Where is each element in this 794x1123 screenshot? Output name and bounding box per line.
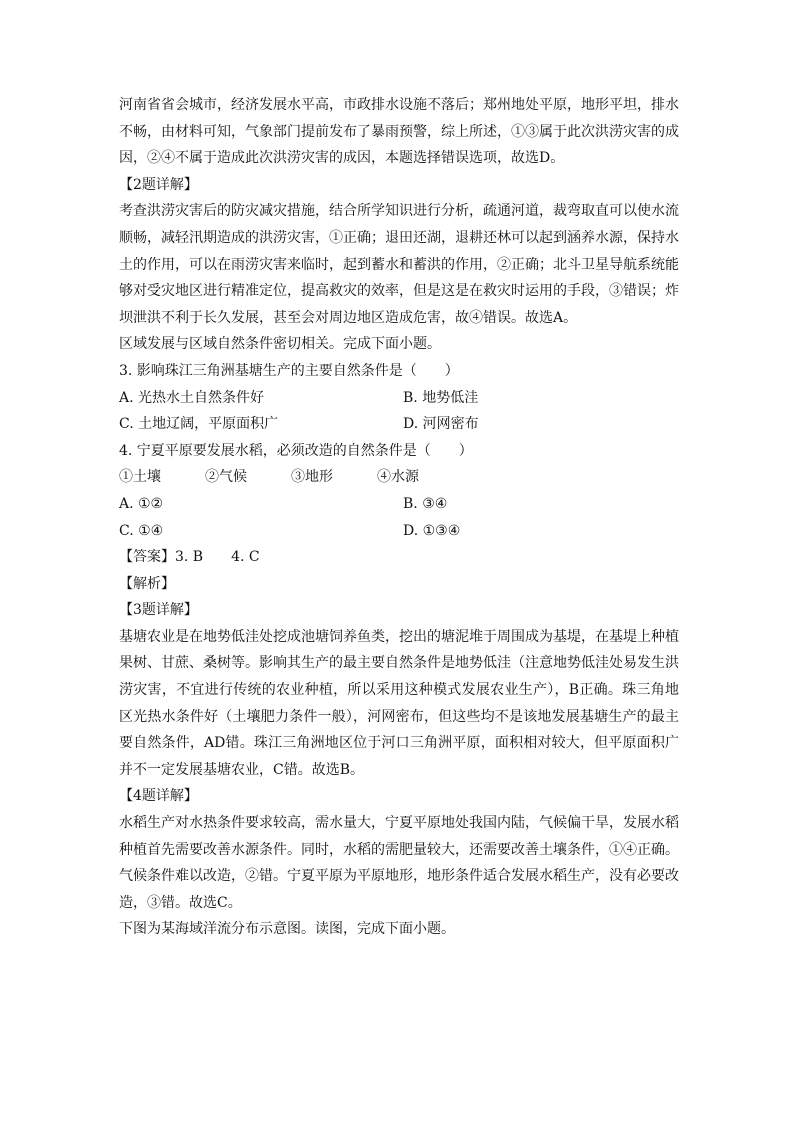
q4-options-row2 [119,518,679,545]
q4-heading: 【4题详解】 [119,788,198,805]
q12-analysis-tail: 河南省省会城市，经济发展水平高，市政排水设施不落后；郑州地处平原，地形平坦，排水不畅，由材料可知，气象部门提前发布了暴雨预警，综上所述，①③属于此次洪涝灾害的成因，②④不属于造成此次洪涝灾害的成因，本题选择错误选项，故选D。 [119,97,679,167]
q3-analysis: 基塘农业是在地势低洼处挖成池塘饲养鱼类，挖出的塘泥堆于周围成为基堤，在基堤上种植果树、甘蔗、桑树等。影响其生产的最主要自然条件是地势低洼（注意地势低洼处易发生洪涝灾害，不宜进行传统的农业种植，所以采用这种模式发展农业生产），B正确。珠三角地区光热水条件好（土壤肥力条件一般），河网密布，但这些均不是该地发展基塘生产的最主要自然条件，AD错。珠江三角洲地区位于河口三角洲平原，面积相对较大，但平原面积广并不一定发展基塘农业，C错。故选B。 [119,628,679,778]
q4-option-b: B. ③④ [403,495,448,512]
q4-items [119,464,679,491]
q4-option-a: A. ①② [119,495,164,512]
analysis-heading: 【解析】 [119,575,175,592]
q4-option-c: C. ①④ [119,522,164,539]
q3-option-c: C. 土地辽阔，平原面积广 [119,416,279,433]
q4-analysis: 水稻生产对水热条件要求较高，需水量大，宁夏平原地处我国内陆，气候偏干旱，发展水稻种植首先需要改善水源条件。同时，水稻的需肥量较大，还需要改善土壤条件，①④正确。气候条件难以改造，②错。宁夏平原为平原地形，地形条件适合发展水稻生产，没有必要改造，③错。故选C。 [119,815,679,911]
q4-stem: 4. 宁夏平原要发展水稻，必须改造的自然条件是（ ） [119,442,473,459]
q3-options-row1 [119,385,679,412]
q3-option-a: A. 光热水土自然条件好 [119,389,265,406]
q2-analysis: 考查洪涝灾害后的防灾减灾措施，结合所学知识进行分析，疏通河道，裁弯取直可以使水流顺畅，减轻汛期造成的洪涝灾害，①正确；退田还湖，退耕还林可以起到涵养水源，保持水土的作用，可以在雨涝灾害来临时，起到蓄水和蓄洪的作用，②正确；北斗卫星导航系统能够对受灾地区进行精准定位，提高救灾的效率，但是这是在救灾时运用的手段，③错误；炸坝泄洪不利于长久发展，甚至会对周边地区造成危害，故④错误。故选A。 [119,203,679,326]
q4-item: ②气候 [205,469,247,486]
q3-option-b: B. 地势低洼 [403,389,479,406]
q3-stem: 3. 影响珠江三角洲基塘生产的主要自然条件是（ ） [119,362,459,379]
q4-option-d: D. ①③④ [403,522,461,539]
q4-options-row1 [119,491,679,518]
q4-item: ④水源 [377,469,419,486]
q3-options-row2 [119,411,679,438]
q4-item: ③地形 [291,469,333,486]
q4-item: ①土壤 [119,469,161,486]
next-intro: 下图为某海域洋流分布示意图。读图，完成下面小题。 [119,921,455,938]
document-page [119,92,679,943]
intro-34: 区域发展与区域自然条件密切相关。完成下面小题。 [119,336,441,353]
answer-line: 【答案】3. B 4. C [119,549,260,566]
q3-option-d: D. 河网密布 [403,416,479,433]
q3-heading: 【3题详解】 [119,602,198,619]
q2-heading: 【2题详解】 [119,176,198,193]
